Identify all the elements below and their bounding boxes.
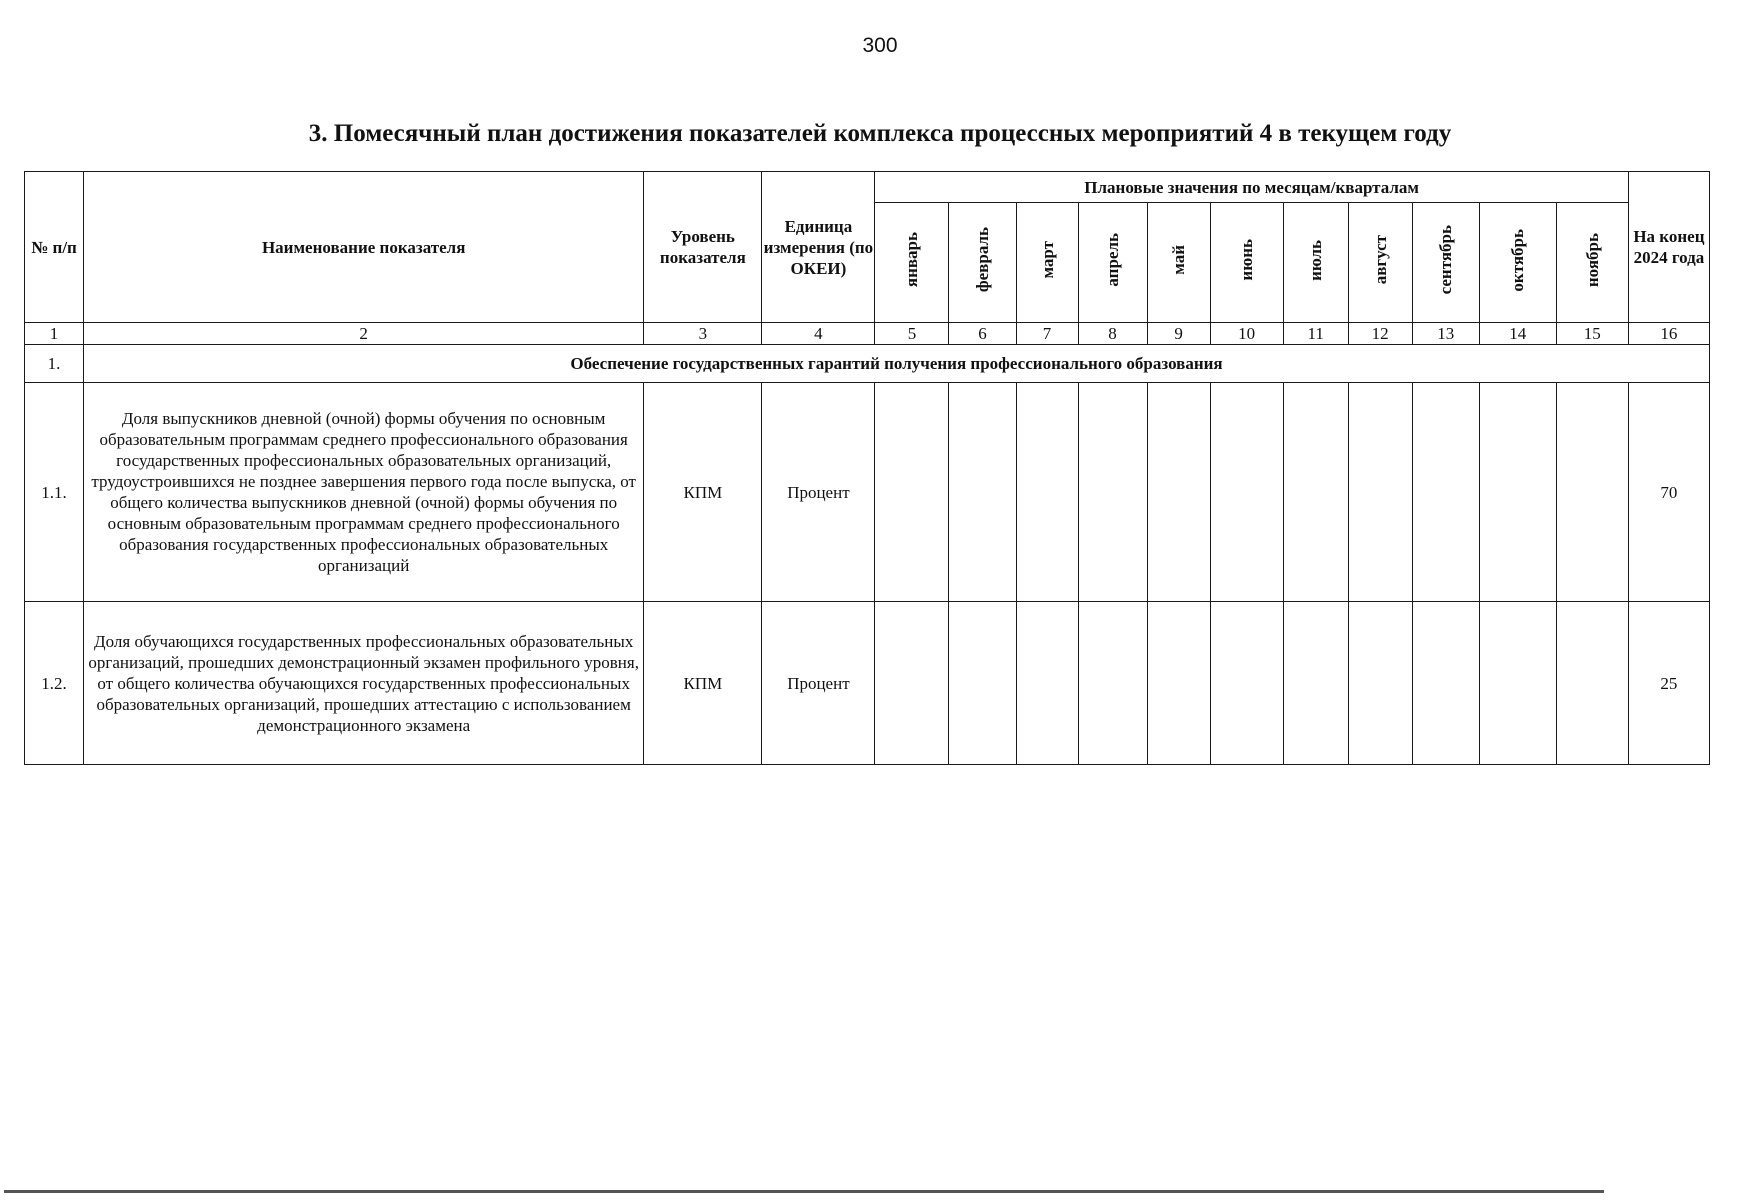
end-of-year-value: 25 (1628, 602, 1709, 765)
header-month-january: январь (875, 203, 949, 323)
month-value (1556, 602, 1628, 765)
column-number: 13 (1412, 323, 1479, 345)
page-bottom-rule (4, 1190, 1604, 1193)
month-value (1210, 602, 1283, 765)
section-row (25, 345, 1710, 383)
header-month-october: октябрь (1479, 203, 1556, 323)
header-month-november: ноябрь (1556, 203, 1628, 323)
column-number: 14 (1479, 323, 1556, 345)
header-end-of-year: На конец 2024 года (1628, 172, 1709, 323)
page-number: 300 (862, 34, 898, 57)
column-number: 1 (25, 323, 84, 345)
column-number: 15 (1556, 323, 1628, 345)
column-number: 16 (1628, 323, 1709, 345)
header-plan-group: Плановые значения по месяцам/кварталам (875, 172, 1628, 203)
column-number: 11 (1283, 323, 1348, 345)
month-value (949, 383, 1016, 602)
month-value (1479, 383, 1556, 602)
indicator-unit: Процент (762, 602, 875, 765)
month-value (1412, 602, 1479, 765)
column-number: 6 (949, 323, 1016, 345)
section-title: Обеспечение государственных гарантий получения профессионального образования (84, 345, 1710, 383)
month-value (875, 383, 949, 602)
header-num: № п/п (25, 172, 84, 323)
column-number: 8 (1078, 323, 1147, 345)
month-value (1479, 602, 1556, 765)
column-number: 9 (1147, 323, 1210, 345)
header-month-march: март (1016, 203, 1078, 323)
month-value (1348, 383, 1412, 602)
indicator-unit: Процент (762, 383, 875, 602)
row-number: 1.1. (25, 383, 84, 602)
page-title: 3. Помесячный план достижения показателей комплекса процессных мероприятий 4 в текущем году (308, 120, 1452, 147)
column-number: 10 (1210, 323, 1283, 345)
month-value (1556, 383, 1628, 602)
header-month-february: февраль (949, 203, 1016, 323)
header-month-september: сентябрь (1412, 203, 1479, 323)
header-level: Уровень показателя (644, 172, 762, 323)
column-number: 2 (84, 323, 644, 345)
header-month-july: июль (1283, 203, 1348, 323)
month-value (1078, 602, 1147, 765)
month-value (1348, 602, 1412, 765)
indicator-level: КПМ (644, 602, 762, 765)
header-month-august: август (1348, 203, 1412, 323)
month-value (1147, 602, 1210, 765)
header-name: Наименование показателя (84, 172, 644, 323)
indicator-name: Доля обучающихся государственных профессиональных образовательных организаций, прошедших демонстрационный экзамен профильного уровня, от общего количества обучающихся государственных профессиональных образовательных организаций, прошедших аттестацию с использованием демонстрационного экзамена (84, 602, 644, 765)
table-row (25, 383, 1710, 602)
month-value (1412, 383, 1479, 602)
header-unit: Единица измерения (по ОКЕИ) (762, 172, 875, 323)
month-value (1283, 383, 1348, 602)
indicator-name: Доля выпускников дневной (очной) формы обучения по основным образовательным программам среднего профессионального образования государственных профессиональных образовательных организаций, трудоустроившихся не позднее завершения первого года после выпуска, от общего количества выпускников дневной (очной) формы обучения по основным образовательным программам среднего профессионального образования государственных профессиональных образовательных организаций (84, 383, 644, 602)
indicator-plan-table (24, 171, 1710, 765)
month-value (949, 602, 1016, 765)
section-number: 1. (25, 345, 84, 383)
header-month-may: май (1147, 203, 1210, 323)
column-number: 7 (1016, 323, 1078, 345)
indicator-level: КПМ (644, 383, 762, 602)
month-value (1283, 602, 1348, 765)
row-number: 1.2. (25, 602, 84, 765)
column-number: 5 (875, 323, 949, 345)
column-number: 3 (644, 323, 762, 345)
month-value (875, 602, 949, 765)
header-month-april: апрель (1078, 203, 1147, 323)
column-number-row (25, 323, 1710, 345)
month-value (1016, 383, 1078, 602)
end-of-year-value: 70 (1628, 383, 1709, 602)
table-row (25, 602, 1710, 765)
month-value (1210, 383, 1283, 602)
month-value (1016, 602, 1078, 765)
column-number: 12 (1348, 323, 1412, 345)
month-value (1147, 383, 1210, 602)
header-month-june: июнь (1210, 203, 1283, 323)
month-value (1078, 383, 1147, 602)
column-number: 4 (762, 323, 875, 345)
